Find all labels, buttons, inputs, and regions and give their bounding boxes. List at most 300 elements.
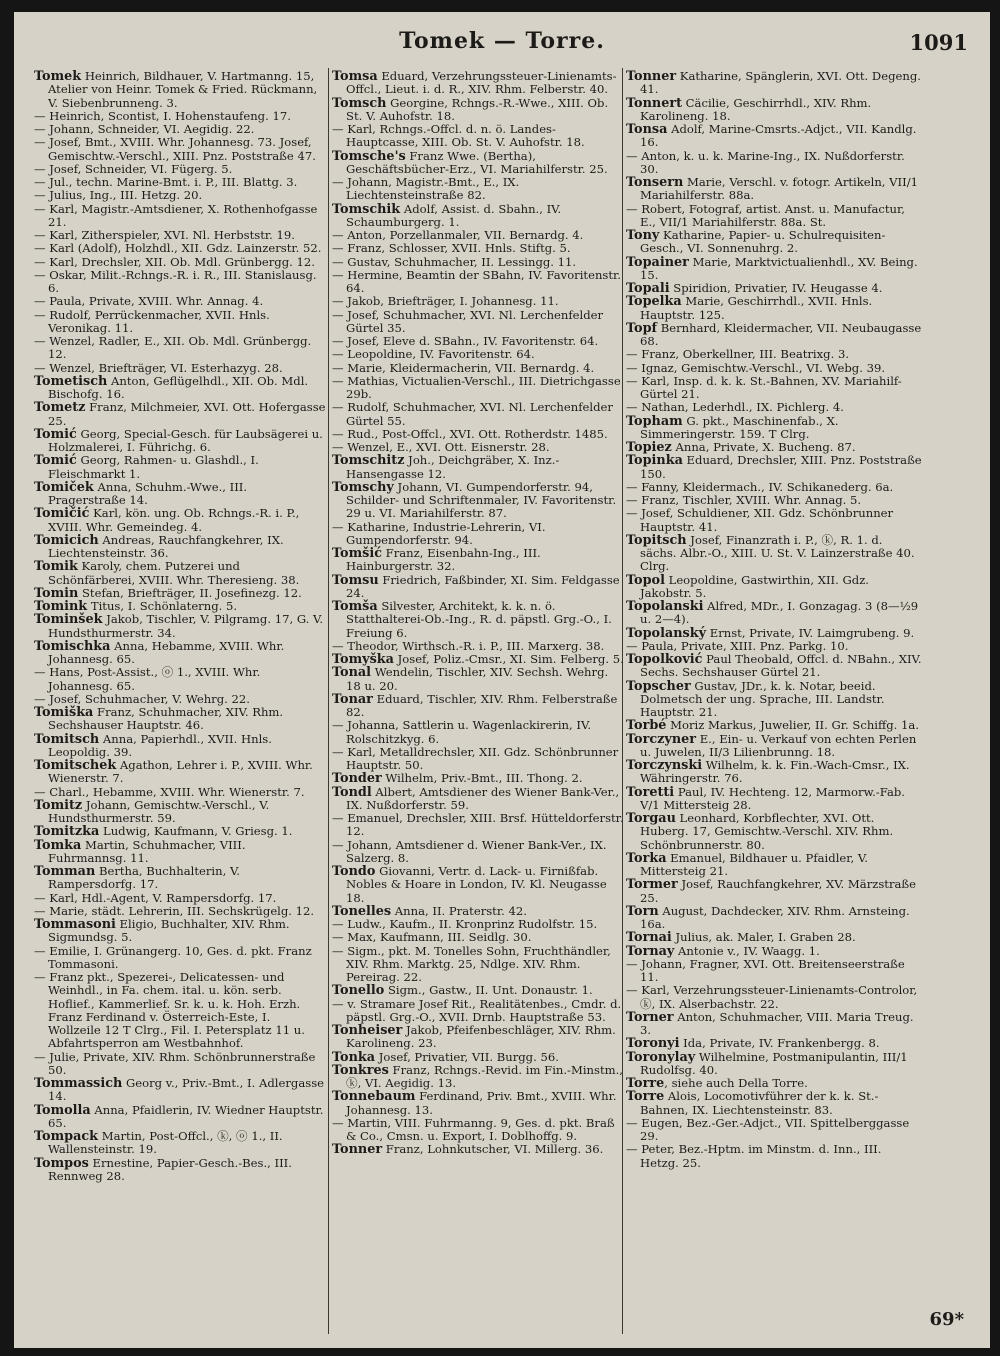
directory-entry — [626, 1077, 922, 1090]
surname: Tonal — [332, 665, 372, 681]
entry-details: — Jul., techn. Marine-Bmt. i. P., III. Blattg. 3. — [34, 175, 298, 189]
directory-entry — [626, 1051, 922, 1078]
directory-entry — [332, 998, 624, 1025]
entry-details: Anna, Private, X. Bucheng. 87. — [671, 440, 856, 454]
directory-entry — [34, 786, 326, 799]
surname: Topelka — [626, 294, 682, 310]
entry-details: Ida, Private, IV. Frankenbergg. 8. — [679, 1036, 880, 1051]
entry-details: — Johann, Magistr.-Bmt., E., IX. Liechtensteinstraße 82. — [332, 175, 520, 203]
directory-entry — [34, 825, 326, 838]
entry-details: Ludwig, Kaufmann, V. Griesg. 1. — [99, 824, 293, 839]
surname: Tomek — [34, 69, 82, 84]
entry-details: Sigm., Gastw., II. Unt. Donaustr. 1. — [384, 983, 593, 998]
directory-entry — [626, 640, 922, 653]
entry-details: Anna, Hebamme, XVIII. Whr. Johannesg. 65. — [48, 638, 285, 666]
directory-entry — [332, 905, 624, 918]
surname: Tormer — [626, 877, 678, 893]
surname: Tomicich — [34, 532, 99, 548]
directory-entry — [626, 852, 922, 879]
entry-details: — Hans, Post-Assist., ⓞ 1., XVIII. Whr. Johannesg. 65. — [34, 665, 261, 693]
entry-details: — Josef, Schuhmacher, XVI. Nl. Lerchenfelder Gürtel 35. — [332, 307, 604, 335]
directory-entry — [34, 1157, 326, 1184]
surname: Topolanský — [626, 625, 707, 641]
directory-entry — [34, 189, 326, 202]
directory-entry — [332, 1024, 624, 1051]
surname: Torner — [626, 1009, 674, 1025]
directory-entry — [332, 401, 624, 428]
entry-details: Joh., Deichgräber, X. Inz.-Hansengasse 12. — [346, 453, 560, 481]
directory-entry — [34, 1104, 326, 1131]
directory-entry — [332, 653, 624, 666]
directory-entry — [34, 70, 326, 110]
entry-details: Josef, Rauchfangkehrer, XV. Märzstraße 25. — [640, 877, 917, 905]
directory-entry — [626, 534, 922, 574]
entry-details: — Wenzel, Briefträger, VI. Esterhazyg. 28. — [34, 360, 283, 375]
surname: Tomitsch — [34, 731, 100, 747]
entry-details: Katharine, Papier- u. Schulrequisiten-Gesch., VI. Sonnenuhrg. 2. — [640, 228, 886, 256]
entry-details: Georgine, Rchngs.-R.-Wwe., XIII. Ob. St. V. Auhofstr. 18. — [346, 95, 609, 123]
directory-entry — [626, 203, 922, 230]
entry-details: — Johann, Fragner, XVI. Ott. Breitenseerstraße 11. — [626, 956, 905, 984]
directory-entry — [332, 335, 624, 348]
directory-entry — [34, 759, 326, 786]
entry-details: Martin, Post-Offcl., ⓚ, ⓞ 1., II. Wallensteinstr. 19. — [48, 1129, 283, 1157]
surname: Tonelles — [332, 903, 392, 919]
entry-details: Jakob, Pfeifenbeschläger, XIV. Rhm. Karolineng. 23. — [346, 1023, 616, 1051]
entry-details: — Rudolf, Perrückenmacher, XVII. Hnls. Veronikag. 11. — [34, 307, 270, 335]
entry-details: Cäcilie, Geschirrhdl., XIV. Rhm. Karolineng. 18. — [640, 95, 872, 123]
directory-entry — [34, 163, 326, 176]
entry-details: Andreas, Rauchfangkehrer, IX. Liechtensteinstr. 36. — [48, 532, 284, 560]
directory-entry — [34, 1051, 326, 1078]
directory-entry — [626, 481, 922, 494]
directory-entry — [332, 772, 624, 785]
surname: Tonar — [332, 691, 373, 707]
directory-entry — [34, 666, 326, 693]
directory-entry — [34, 534, 326, 561]
directory-entry — [34, 481, 326, 508]
entry-details: Marie, Geschirrhdl., XVII. Hnls. Hauptstr. 125. — [640, 294, 873, 322]
surname: Tonner — [332, 1142, 383, 1158]
directory-entry — [34, 613, 326, 640]
entry-details: E., Ein- u. Verkauf von echten Perlen u. Juwelen, II/3 Lilienbrunng. 18. — [640, 731, 917, 759]
directory-entry — [34, 1130, 326, 1157]
surname: Tondo — [332, 864, 376, 879]
directory-entry — [626, 256, 922, 283]
directory-entry — [626, 362, 922, 375]
entry-details: Josef, Poliz.-Cmsr., XI. Sim. Felberg. 5. — [393, 652, 624, 666]
directory-entry — [626, 415, 922, 442]
directory-entry — [34, 693, 326, 706]
directory-entry — [34, 640, 326, 667]
surname: Torczyner — [626, 731, 697, 747]
entry-details: — Marie, Kleidermacherin, VII. Bernardg. 4. — [332, 360, 595, 375]
directory-entry — [332, 454, 624, 481]
entry-details: Antonie v., IV. Waagg. 1. — [674, 943, 820, 958]
directory-entry — [332, 70, 624, 97]
directory-entry — [626, 1117, 922, 1144]
surname: Tomschy — [332, 479, 394, 495]
entry-details: Moriz Markus, Juwelier, II. Gr. Schiffg. 1a. — [666, 718, 919, 733]
surname: Tonsern — [626, 175, 684, 190]
entry-details: — Rud., Post-Offcl., XVI. Ott. Rotherdstr. 1485. — [332, 426, 608, 441]
directory-entry — [332, 348, 624, 361]
entry-details: Anna, Schuhm.-Wwe., III. Pragerstraße 14. — [48, 479, 248, 507]
surname: Tomiška — [34, 705, 94, 720]
entry-details: — Oskar, Milit.-Rchngs.-R. i. R., III. Stanislausg. 6. — [34, 267, 317, 295]
entry-details: — Peter, Bez.-Hptm. im Minstm. d. Inn., III. Hetzg. 25. — [626, 1142, 882, 1170]
directory-entry — [626, 1037, 922, 1050]
surname: Tonnebaum — [332, 1089, 416, 1105]
directory-entry — [34, 892, 326, 905]
surname: Tomša — [332, 599, 378, 614]
entry-details: Karoly, chem. Putzerei und Schönfärberei, XVIII. Whr. Theresieng. 38. — [48, 559, 300, 587]
entry-details: — Karl, Insp. d. k. k. St.-Bahnen, XV. Mariahilf-Gürtel 21. — [626, 373, 902, 401]
surname: Tomin — [34, 585, 79, 601]
surname: Topitsch — [626, 532, 687, 548]
entry-details: — Johanna, Sattlerin u. Wagenlackirerin, IV. Rolschitzkyg. 6. — [332, 718, 592, 746]
surname: Tomschitz — [332, 453, 405, 469]
entry-details: — Karl, Rchngs.-Offcl. d. n. ö. Landes-Hauptcasse, XIII. Ob. St. V. Auhofstr. 18. — [332, 122, 585, 150]
entry-details: — v. Stramare Josef Rit., Realitätenbes., Cmdr. d. päpstl. Grg.-O., XVII. Drnb. Hauptstraße 53. — [332, 996, 622, 1024]
entry-details: — Karl, Verzehrungssteuer-Linienamts-Controlor, ⓚ, IX. Alserbachstr. 22. — [626, 983, 918, 1011]
entry-details: — Mathias, Victualien-Verschl., III. Dietrichgasse 29b. — [332, 373, 621, 401]
entry-details: — Karl, Hdl.-Agent, V. Rampersdorfg. 17. — [34, 890, 277, 905]
surname: Tomsu — [332, 572, 379, 588]
directory-entry — [34, 587, 326, 600]
directory-entry — [626, 176, 922, 203]
directory-entry — [626, 507, 922, 534]
directory-entry — [34, 733, 326, 760]
directory-entry — [332, 309, 624, 336]
entry-details: Franz Wwe. (Bertha), Geschäftsbücher-Erz., VI. Mariahilferstr. 25. — [346, 148, 608, 176]
surname: Tondl — [332, 784, 372, 800]
entry-details: Eduard, Verzehrungssteuer-Linienamts-Offcl., Lieut. i. d. R., XIV. Rhm. Felberstr. 40. — [346, 69, 617, 97]
entry-details: — Julie, Private, XIV. Rhm. Schönbrunnerstraße 50. — [34, 1049, 316, 1077]
directory-entry — [34, 905, 326, 918]
surname: Tomink — [34, 599, 88, 614]
entry-details: Bertha, Buchhalterin, V. Rampersdorfg. 17. — [48, 864, 240, 892]
directory-entry — [626, 401, 922, 414]
directory-entry — [626, 441, 922, 454]
entry-details: Wendelin, Tischler, XIV. Sechsh. Wehrg. 18 u. 20. — [346, 665, 609, 693]
entry-details: Wilhelm, Priv.-Bmt., III. Thong. 2. — [381, 771, 583, 786]
directory-entry — [626, 1143, 922, 1170]
entry-details: Alois, Locomotivführer der k. k. St.-Bahnen, IX. Liechtensteinstr. 83. — [640, 1089, 879, 1117]
directory-entry — [34, 176, 326, 189]
directory-entry — [626, 958, 922, 985]
directory-entry — [332, 918, 624, 931]
directory-entry — [626, 123, 922, 150]
directory-entry — [332, 574, 624, 601]
surname: Topolanski — [626, 599, 704, 614]
surname: Tomić — [34, 426, 77, 442]
entry-details: Eduard, Tischler, XIV. Rhm. Felberstraße 82. — [346, 691, 618, 719]
entry-details: — Emilie, I. Grünangerg. 10, Ges. d. pkt. Franz Tommasoni. — [34, 943, 312, 971]
entry-details: — Leopoldine, IV. Favoritenstr. 64. — [332, 347, 535, 362]
entry-details: Georg v., Priv.-Bmt., I. Adlergasse 14. — [48, 1076, 325, 1104]
entry-details: — Johann, Amtsdiener d. Wiener Bank-Ver., IX. Salzerg. 8. — [332, 837, 607, 865]
directory-entry — [34, 600, 326, 613]
entry-details: — Josef, Bmt., XVIII. Whr. Johannesg. 73. Josef, Gemischtw.-Verschl., XIII. Pnz. Poststraße 47. — [34, 135, 316, 163]
directory-entry — [332, 693, 624, 720]
entry-details: Adolf, Assist. d. Sbahn., IV. Schaumburgerg. 1. — [346, 201, 562, 229]
directory-entry — [626, 97, 922, 124]
directory-entry — [626, 627, 922, 640]
surname: Tornai — [626, 930, 672, 946]
surname: Topali — [626, 281, 670, 296]
directory-entry — [34, 918, 326, 945]
surname: Torre — [626, 1089, 665, 1105]
directory-entry — [332, 931, 624, 944]
directory-entry — [332, 984, 624, 997]
directory-entry — [626, 322, 922, 349]
entry-details: — Karl, Metalldrechsler, XII. Gdz. Schönbrunner Hauptstr. 50. — [332, 744, 619, 772]
entry-details: Josef, Privatier, VII. Burgg. 56. — [375, 1049, 559, 1064]
entry-details: — Martin, VIII. Fuhrmanng. 9, Ges. d. pkt. Braß & Co., Cmsn. u. Export, I. Doblhoffg. 9. — [332, 1115, 615, 1143]
surname: Tomičić — [34, 506, 90, 522]
directory-entry — [626, 733, 922, 760]
directory-entry — [626, 229, 922, 256]
entry-details: Marie, Verschl. v. fotogr. Artikeln, VII/1 Mariahilferstr. 88a. — [640, 175, 918, 203]
surname: Tonheiser — [332, 1023, 403, 1038]
entry-details: — Jakob, Briefträger, I. Johannesg. 11. — [332, 294, 559, 309]
entry-details: Silvester, Architekt, k. k. n. ö. Statthalterei-Ob.-Ing., R. d. päpstl. Grg.-O., I. Freiung 6. — [346, 599, 612, 640]
directory-entry — [332, 203, 624, 230]
surname: Toretti — [626, 784, 675, 800]
surname: Tompos — [34, 1155, 89, 1171]
entry-details: Eduard, Drechsler, XIII. Pnz. Poststraße 150. — [640, 453, 922, 481]
directory-entry — [626, 759, 922, 786]
directory-entry — [34, 560, 326, 587]
surname: Topolković — [626, 652, 703, 667]
surname: Tomsch — [332, 95, 387, 111]
directory-entry — [626, 931, 922, 944]
surname: Torgau — [626, 811, 676, 826]
directory-entry — [626, 984, 922, 1011]
entry-details: Friedrich, Faßbinder, XI. Sim. Feldgasse 24. — [346, 572, 620, 600]
directory-entry — [626, 494, 922, 507]
entry-details: Julius, ak. Maler, I. Graben 28. — [671, 930, 856, 945]
directory-entry — [332, 229, 624, 242]
directory-entry — [332, 1117, 624, 1144]
entry-details: — Sigm., pkt. M. Tonelles Sohn, Fruchthändler, XIV. Rhm. Marktg. 25, Ndlge. XIV. Rhm. Pereirag. 22. — [332, 943, 611, 984]
entry-details: Adolf, Marine-Cmsrts.-Adjct., VII. Kandlg. 16. — [640, 122, 917, 150]
directory-entry — [34, 971, 326, 1051]
directory-entry — [34, 110, 326, 123]
entry-details: — Anton, Porzellanmaler, VII. Bernardg. 4. — [332, 228, 584, 242]
surname: Tometisch — [34, 373, 108, 389]
directory-entry — [332, 812, 624, 839]
entry-details: — Franz, Schlosser, XVII. Hnls. Stiftg. 5. — [332, 241, 571, 256]
directory-entry — [332, 1064, 624, 1091]
entry-details: — Ignaz, Gemischtw.-Verschl., VI. Webg. 39. — [626, 360, 886, 375]
entry-details: Marie, Marktvictualienhdl., XV. Being. 15. — [640, 254, 918, 282]
column-2 — [332, 70, 624, 1157]
surname: Tominšek — [34, 612, 103, 628]
entry-details: — Karl (Adolf), Holzhdl., XII. Gdz. Lainzerstr. 52. — [34, 241, 322, 256]
entry-details: Giovanni, Vertr. d. Lack- u. Firnißfab. Nobles & Hoare in London, IV. Kl. Neugasse 18. — [346, 864, 607, 905]
entry-details: Gustav, JDr., k. k. Notar, beeid. Dolmetsch der ung. Sprache, III. Landstr. Hauptstr. 21. — [640, 678, 885, 719]
directory-entry — [34, 335, 326, 362]
entry-details: — Franz, Tischler, XVIII. Whr. Annag. 5. — [626, 493, 862, 507]
entry-details: — Karl, Drechsler, XII. Ob. Mdl. Grünbergg. 12. — [34, 254, 315, 269]
entry-details: Georg, Rahmen- u. Glashdl., I. Fleischmarkt 1. — [48, 453, 259, 481]
entry-details: Ferdinand, Priv. Bmt., XVIII. Whr. Johannesg. 13. — [346, 1089, 617, 1117]
directory-entry — [332, 295, 624, 308]
entry-details: — Johann, Schneider, VI. Aegidig. 22. — [34, 122, 255, 136]
running-head: Tomek — Torre. — [399, 28, 605, 54]
directory-entry — [626, 812, 922, 852]
directory-entry — [626, 719, 922, 732]
entry-details: — Fanny, Kleidermach., IV. Schikanederg. 6a. — [626, 479, 894, 494]
entry-details: Franz, Lohnkutscher, VI. Millerg. 36. — [382, 1142, 604, 1157]
surname: Tomschik — [332, 201, 401, 217]
entry-details: Johann, Gemischtw.-Verschl., V. Hundsthurmerstr. 59. — [48, 797, 270, 825]
entry-details: Emanuel, Bildhauer u. Pfaidler, V. Mittersteig 21. — [640, 850, 868, 878]
directory-entry — [332, 375, 624, 402]
directory-entry — [626, 348, 922, 361]
directory-entry — [626, 680, 922, 720]
entry-details: — Nathan, Lederhdl., IX. Pichlerg. 4. — [626, 400, 844, 415]
directory-entry — [34, 362, 326, 375]
entry-details: — Wenzel, E., XVI. Ott. Eisnerstr. 28. — [332, 440, 550, 454]
directory-entry — [34, 799, 326, 826]
surname: Tomitzka — [34, 824, 100, 840]
entry-details: Eligio, Buchhalter, XIV. Rhm. Sigmundsg. 5. — [48, 917, 290, 945]
directory-entry — [626, 786, 922, 813]
surname: Topham — [626, 413, 683, 429]
entry-details: — Marie, städt. Lehrerin, III. Sechskrügelg. 12. — [34, 903, 315, 918]
surname: Toronylay — [626, 1049, 696, 1065]
entry-details: Albert, Amtsdiener des Wiener Bank-Ver., IX. Nußdorferstr. 59. — [346, 784, 620, 812]
entry-details: Anton, Geflügelhdl., XII. Ob. Mdl. Bischofg. 16. — [48, 373, 309, 401]
surname: Tomman — [34, 864, 96, 879]
entry-details: Heinrich, Bildhauer, V. Hartmanng. 15, Atelier von Heinr. Tomek & Fried. Rückmann, V. Siebenbrunneng. 3. — [48, 69, 318, 110]
surname: Tonka — [332, 1049, 376, 1065]
directory-entry — [332, 865, 624, 905]
directory-entry — [626, 454, 922, 481]
entry-details: August, Dachdecker, XIV. Rhm. Arnsteing. 16a. — [640, 903, 910, 931]
surname: Tonsa — [626, 122, 668, 137]
directory-entry — [34, 839, 326, 866]
directory-entry — [626, 653, 922, 680]
directory-entry — [332, 362, 624, 375]
surname: Tommassich — [34, 1076, 123, 1091]
surname: Torbé — [626, 718, 667, 734]
column-3 — [626, 70, 922, 1170]
entry-details: — Hermine, Beamtin der SBahn, IV. Favoritenstr. 64. — [332, 267, 621, 295]
entry-details: Jakob, Tischler, V. Pilgramg. 17, G. V. Hundsthurmerstr. 34. — [48, 612, 324, 640]
entry-details: — Eugen, Bez.-Ger.-Adjct., VII. Spittelberggasse 29. — [626, 1115, 910, 1143]
entry-details: Titus, I. Schönlaterng. 5. — [87, 599, 238, 613]
directory-entry — [34, 401, 326, 428]
entry-details: — Max, Kaufmann, III. Seidlg. 30. — [332, 930, 532, 945]
directory-entry — [626, 375, 922, 402]
entry-details: — Katharine, Industrie-Lehrerin, VI. Gumpendorferstr. 94. — [332, 519, 546, 547]
directory-entry — [34, 309, 326, 336]
directory-entry — [332, 666, 624, 693]
directory-entry — [626, 1011, 922, 1038]
entry-details: Agathon, Lehrer i. P., XVIII. Whr. Wienerstr. 7. — [48, 758, 313, 786]
entry-details: — Ludw., Kaufm., II. Kronprinz Rudolfstr. 15. — [332, 917, 598, 931]
directory-entry — [332, 1143, 624, 1156]
surname: Tony — [626, 228, 660, 243]
entry-details: — Emanuel, Drechsler, XIII. Brsf. Hütteldorferstr. 12. — [332, 811, 624, 839]
entry-details: Johann, VI. Gumpendorferstr. 94, Schilder- und Schriftenmaler, IV. Favoritenstr. 29 u. VI. Mariahilferstr. 87. — [346, 479, 617, 521]
sheet-mark: 69* — [929, 1309, 964, 1330]
surname: Torre — [626, 1076, 665, 1091]
surname: Tomiček — [34, 479, 94, 495]
directory-entry — [34, 229, 326, 242]
directory-entry — [626, 945, 922, 958]
directory-entry — [34, 945, 326, 972]
entry-details: — Wenzel, Radler, E., XII. Ob. Mdl. Grünbergg. 12. — [34, 334, 312, 362]
entry-details: Anna, II. Praterstr. 42. — [391, 903, 527, 918]
directory-entry — [332, 521, 624, 548]
directory-entry — [34, 269, 326, 296]
directory-entry — [332, 150, 624, 177]
column-1 — [34, 70, 326, 1183]
surname: Tomyška — [332, 652, 394, 667]
directory-entry — [332, 123, 624, 150]
surname: Topf — [626, 320, 658, 336]
entry-details: , siehe auch Della Torre. — [664, 1076, 808, 1090]
surname: Tomik — [34, 559, 78, 575]
directory-entry — [626, 878, 922, 905]
entry-details: — Josef, Schuhmacher, V. Wehrg. 22. — [34, 691, 250, 706]
directory-entry — [332, 786, 624, 813]
column-divider — [328, 68, 329, 1334]
directory-entry — [34, 136, 326, 163]
surname: Topscher — [626, 678, 691, 694]
directory-entry — [332, 746, 624, 773]
directory-entry — [332, 1051, 624, 1064]
directory-entry — [332, 441, 624, 454]
directory-page — [14, 12, 990, 1348]
entry-details: Anna, Papierhdl., XVII. Hnls. Leopoldig. 39. — [48, 731, 272, 759]
directory-entry — [332, 1090, 624, 1117]
directory-entry — [34, 242, 326, 255]
entry-details: Spiridion, Privatier, IV. Heugasse 4. — [669, 281, 883, 295]
entry-details: — Heinrich, Scontist, I. Hohenstaufeng. 17. — [34, 108, 291, 123]
surname: Tomischka — [34, 638, 111, 654]
entry-details: — Robert, Fotograf, artist. Anst. u. Manufactur, E., VII/1 Mariahilferstr. 88a. St. — [626, 201, 905, 229]
entry-details: Franz, Milchmeier, XVI. Ott. Hofergasse 25. — [48, 400, 326, 428]
directory-entry — [626, 70, 922, 97]
directory-entry — [34, 706, 326, 733]
directory-entry — [626, 905, 922, 932]
directory-entry — [34, 123, 326, 136]
surname: Tomka — [34, 837, 82, 853]
surname: Tometz — [34, 400, 86, 416]
entry-details: Josef, Finanzrath i. P., ⓚ, R. 1. d. sächs. Albr.-O., XIII. U. St. V. Lainzerstraße 40. Clrg. — [640, 532, 915, 574]
directory-entry — [332, 242, 624, 255]
directory-entry — [626, 150, 922, 177]
surname: Torka — [626, 850, 667, 866]
surname: Tonner — [626, 69, 677, 84]
entry-details: — Julius, Ing., III. Hetzg. 20. — [34, 188, 203, 203]
entry-details: — Paula, Private, XIII. Pnz. Parkg. 10. — [626, 638, 849, 653]
entry-details: Alfred, MDr., I. Gonzagag. 3 (8—½9 u. 2—4). — [640, 599, 919, 627]
directory-entry — [34, 375, 326, 402]
page-number: 1091 — [909, 30, 968, 55]
directory-entry — [332, 176, 624, 203]
directory-entry — [332, 719, 624, 746]
entry-details: Ernst, Private, IV. Laimgrubeng. 9. — [706, 625, 915, 640]
entry-details: Franz, Rchngs.-Revid. im Fin.-Minstm., ⓚ, VI. Aegidig. 13. — [346, 1062, 623, 1090]
entry-details: — Karl, Zitherspieler, XVI. Nl. Herbststr. 19. — [34, 228, 295, 242]
